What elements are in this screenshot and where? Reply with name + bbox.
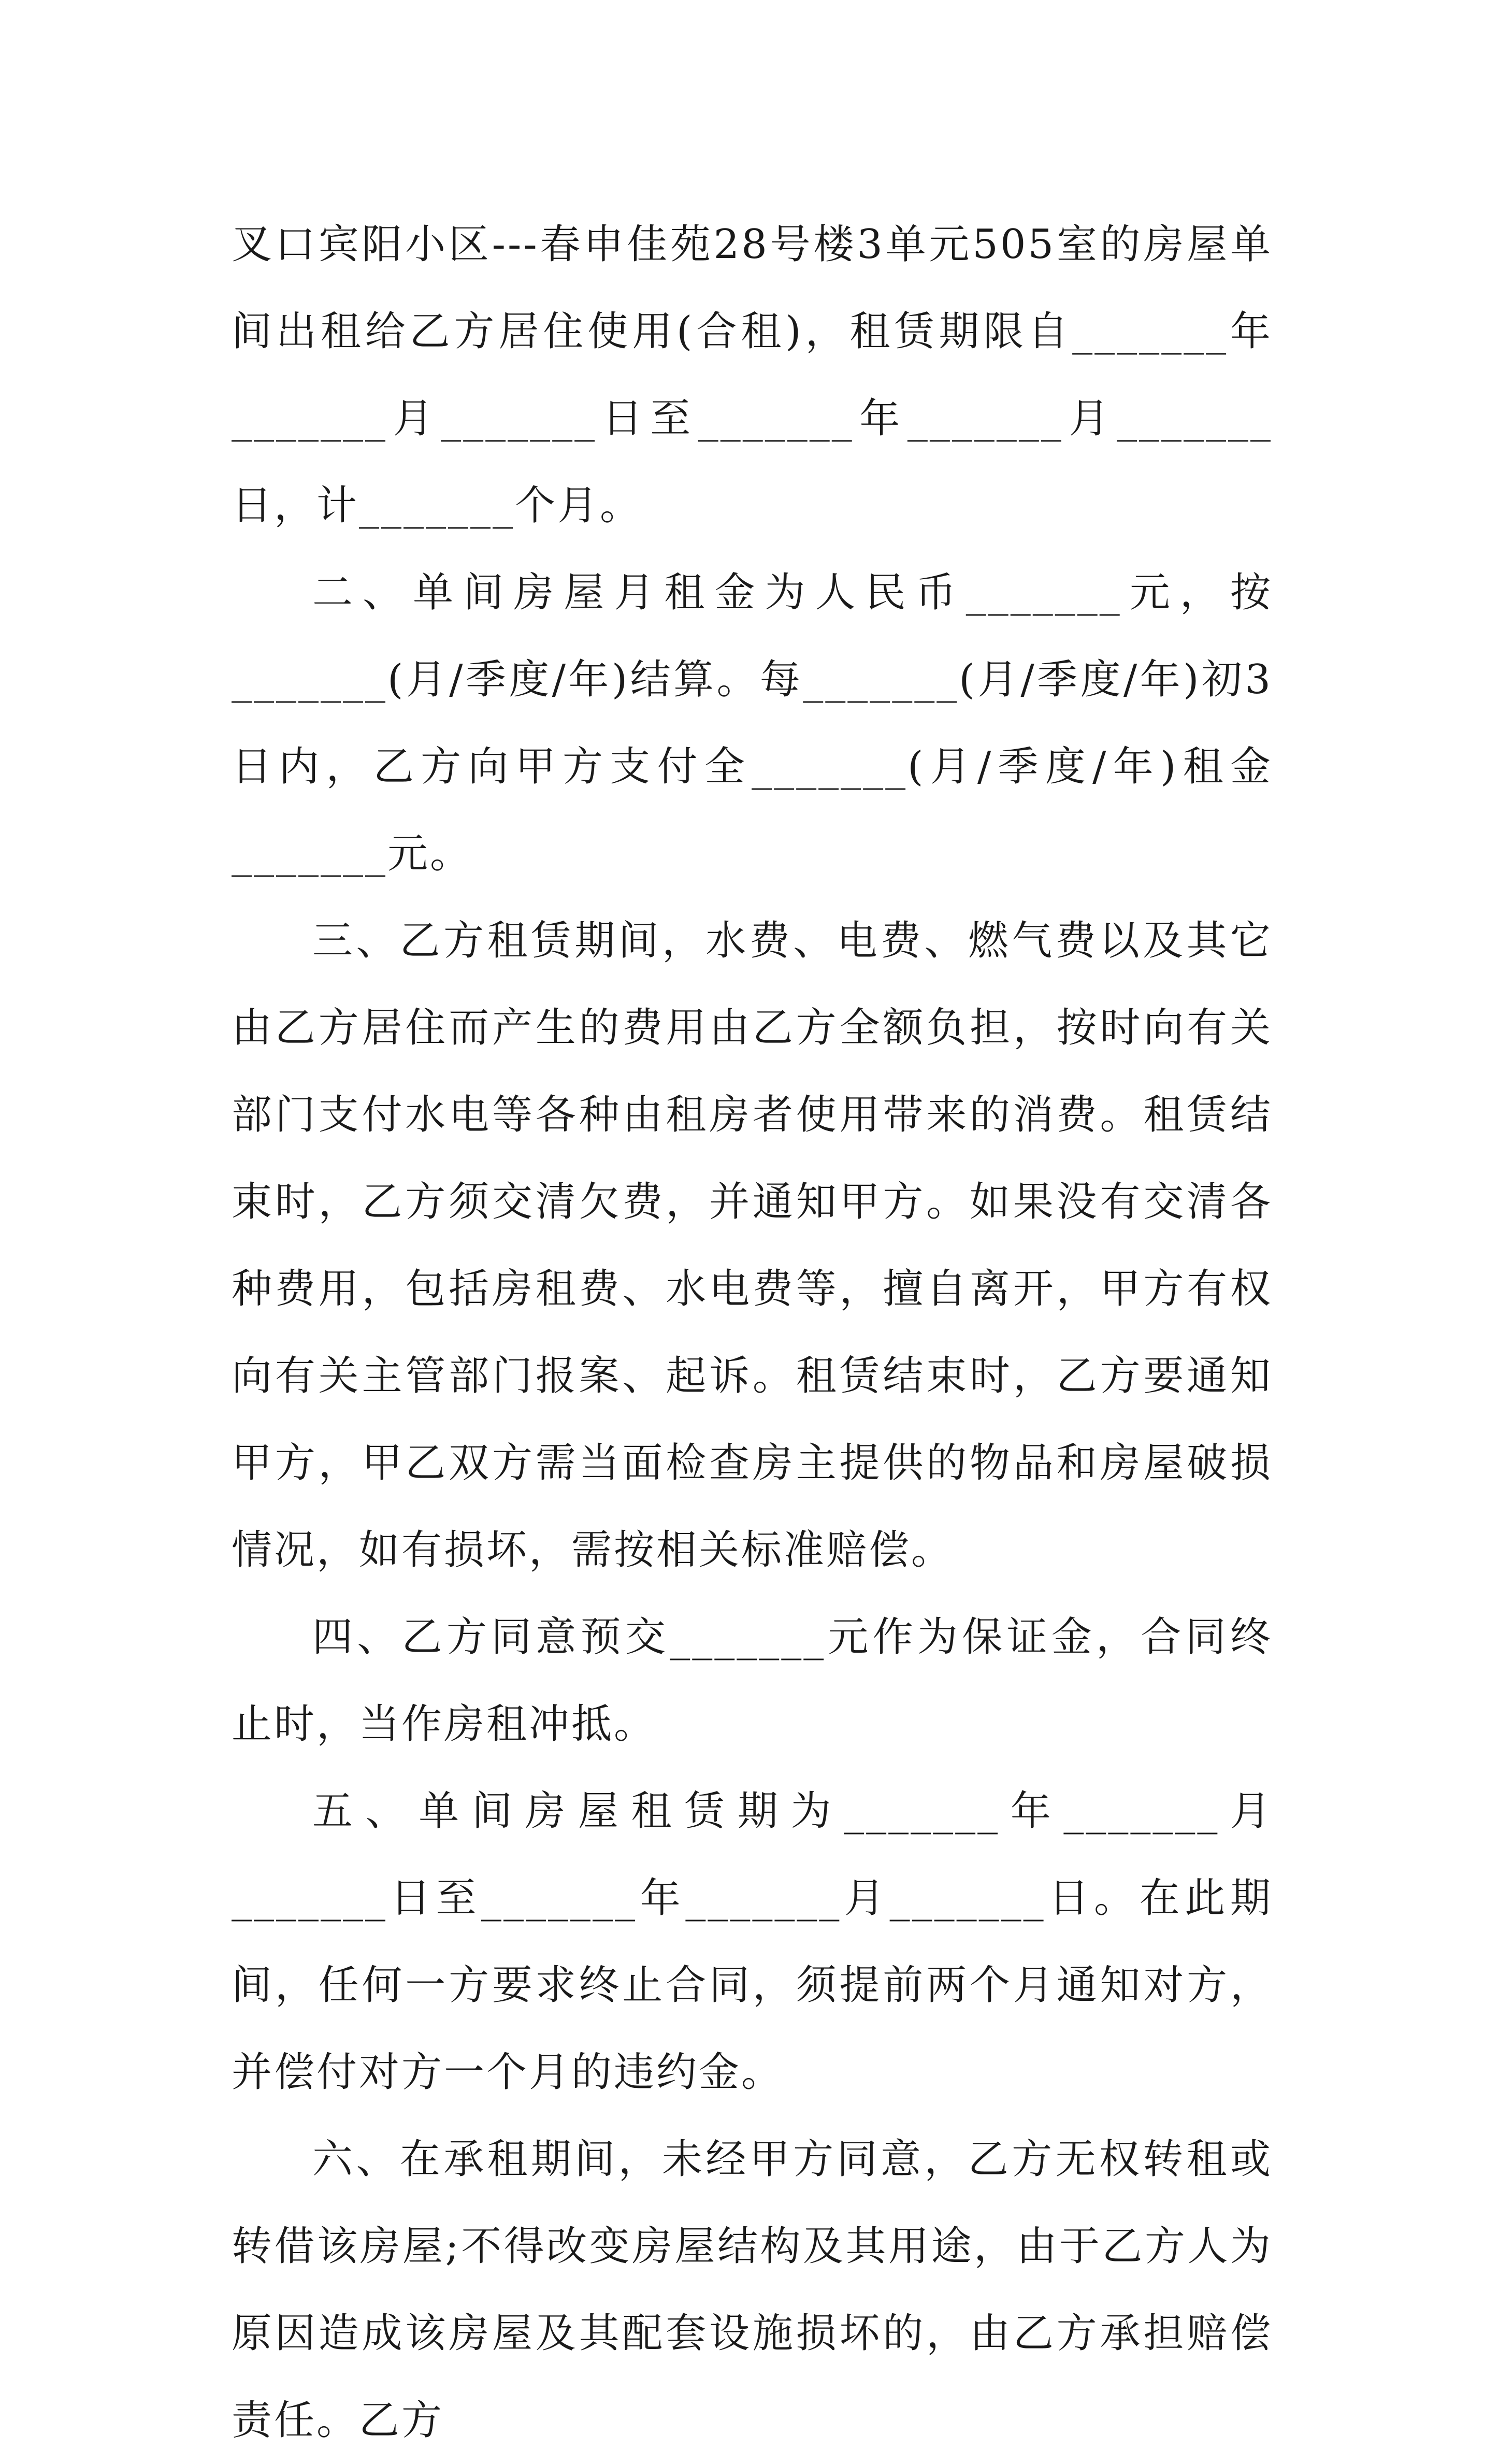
- contract-body: [232, 201, 1273, 2464]
- paragraph-clause-5-lease-period: 五、单间房屋租赁期为_______年_______月_______日至_______年_______月_______日。在此期间，任何一方要求终止合同，须提前两个月通知对方，并偿付对方一个月的违约金。: [232, 1788, 1273, 2096]
- paragraph-clause-6-sublet: 六、在承租期间，未经甲方同意，乙方无权转租或转借该房屋;不得改变房屋结构及其用途，由于乙方人为原因造成该房屋及其配套设施损坏的，由乙方承担赔偿责任。乙方: [232, 2136, 1273, 2444]
- paragraph-clause-4-deposit: 四、乙方同意预交_______元作为保证金，合同终止时，当作房租冲抵。: [232, 1614, 1273, 1747]
- paragraph-property-and-term: 叉口宾阳小区---春申佳苑28号楼3单元505室的房屋单间出租给乙方居住使用(合租)，租赁期限自_______年_______月_______日至_______年_______月_______日，计_______个月。: [232, 221, 1273, 529]
- paragraph-clause-3-fees: 三、乙方租赁期间，水费、电费、燃气费以及其它由乙方居住而产生的费用由乙方全额负担，按时向有关部门支付水电等各种由租房者使用带来的消费。租赁结束时，乙方须交清欠费，并通知甲方。如果没有交清各种费用，包括房租费、水电费等，擅自离开，甲方有权向有关主管部门报案、起诉。租赁结束时，乙方要通知甲方，甲乙双方需当面检查房主提供的物品和房屋破损情况，如有损坏，需按相关标准赔偿。: [232, 918, 1273, 1573]
- paragraph-clause-2-rent: 二、单间房屋月租金为人民币_______元，按_______(月/季度/年)结算。每_______(月/季度/年)初3日内，乙方向甲方支付全_______(月/季度/年)租金_______元。: [232, 569, 1273, 877]
